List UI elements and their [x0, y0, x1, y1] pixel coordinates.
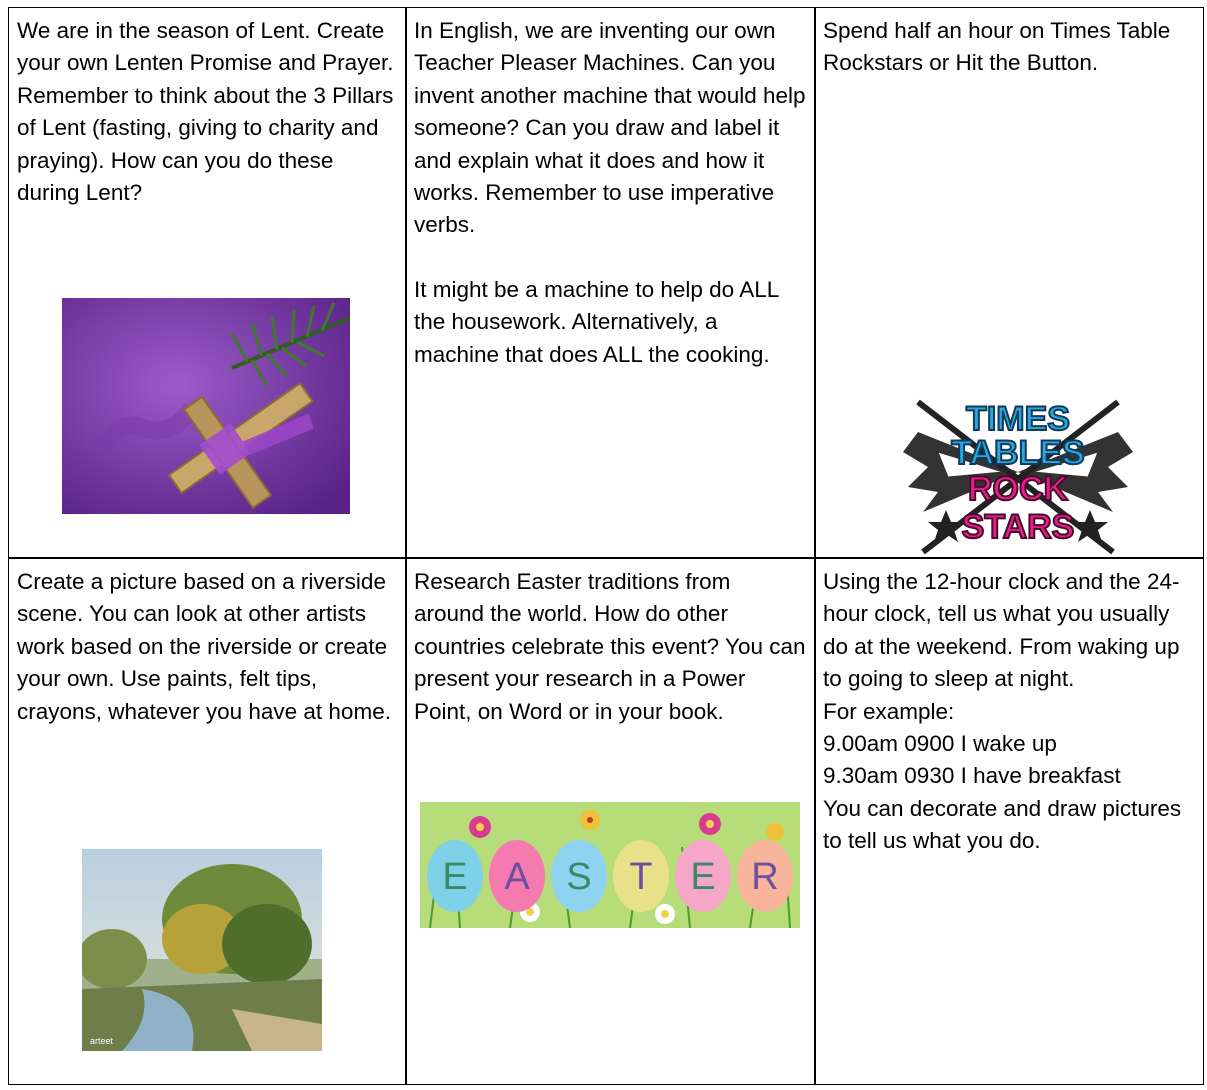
- cell-lent: [9, 8, 405, 557]
- logo-word-rock: ROCK: [967, 470, 1069, 508]
- riverside-painting-image: [82, 849, 322, 1051]
- times-tables-rockstars-logo: [898, 392, 1138, 557]
- clock-line-1: Using the 12-hour clock and the 24-hour clock, tell us what you usually do at the weekend. From waking up to going to sleep at night.: [823, 569, 1180, 692]
- logo-word-stars: STARS: [961, 508, 1075, 546]
- easter-egg-letter: R: [751, 856, 779, 898]
- lent-text: We are in the season of Lent. Create your own Lenten Promise and Prayer. Remember to think about the 3 Pillars of Lent (fasting, giving to charity and praying). How can you do these during Lent?: [17, 18, 394, 206]
- clock-line-5: You can decorate and draw pictures to tell us what you do.: [823, 795, 1182, 854]
- easter-egg-letter: E: [690, 856, 716, 898]
- lent-cross-image: [62, 298, 350, 514]
- easter-text: Research Easter traditions from around the world. How do other countries celebrate this event? You can present your research in a Power Point, on Word or in your book.: [414, 569, 806, 724]
- logo-word-times: TIMES: [966, 400, 1070, 438]
- cell-machine: [406, 8, 814, 557]
- machine-text-1: In English, we are inventing our own Teacher Pleaser Machines. Can you invent another machine that would help someone? Can you draw and label it and explain what it does and how it works. Remember to use imperative verbs.: [414, 18, 806, 238]
- cell-easter: [406, 559, 814, 1084]
- clock-line-4: 9.30am 0930 I have breakfast: [823, 763, 1121, 789]
- riverside-text: Create a picture based on a riverside scene. You can look at other artists work based on the riverside or create your own. Use paints, felt tips, crayons, whatever you have at home.: [17, 569, 391, 724]
- easter-egg-letter: T: [629, 856, 653, 898]
- activity-grid: [8, 7, 1204, 1085]
- cell-clock: [815, 559, 1203, 1084]
- easter-egg-letter: S: [566, 856, 592, 898]
- cell-riverside: [9, 559, 405, 1084]
- easter-egg-letter: E: [442, 856, 468, 898]
- easter-egg-letter: A: [504, 856, 530, 898]
- machine-text-2: It might be a machine to help do ALL the housework. Alternatively, a machine that does ALL the cooking.: [414, 276, 779, 367]
- times-tables-text: Spend half an hour on Times Table Rockstars or Hit the Button.: [823, 18, 1171, 76]
- cell-times-tables: [815, 8, 1203, 557]
- easter-eggs-image: [420, 802, 800, 928]
- logo-word-tables: TABLES: [951, 434, 1085, 472]
- painting-watermark: arteet: [90, 1036, 114, 1046]
- clock-line-2: For example:: [823, 698, 955, 724]
- clock-line-3: 9.00am 0900 I wake up: [823, 731, 1057, 757]
